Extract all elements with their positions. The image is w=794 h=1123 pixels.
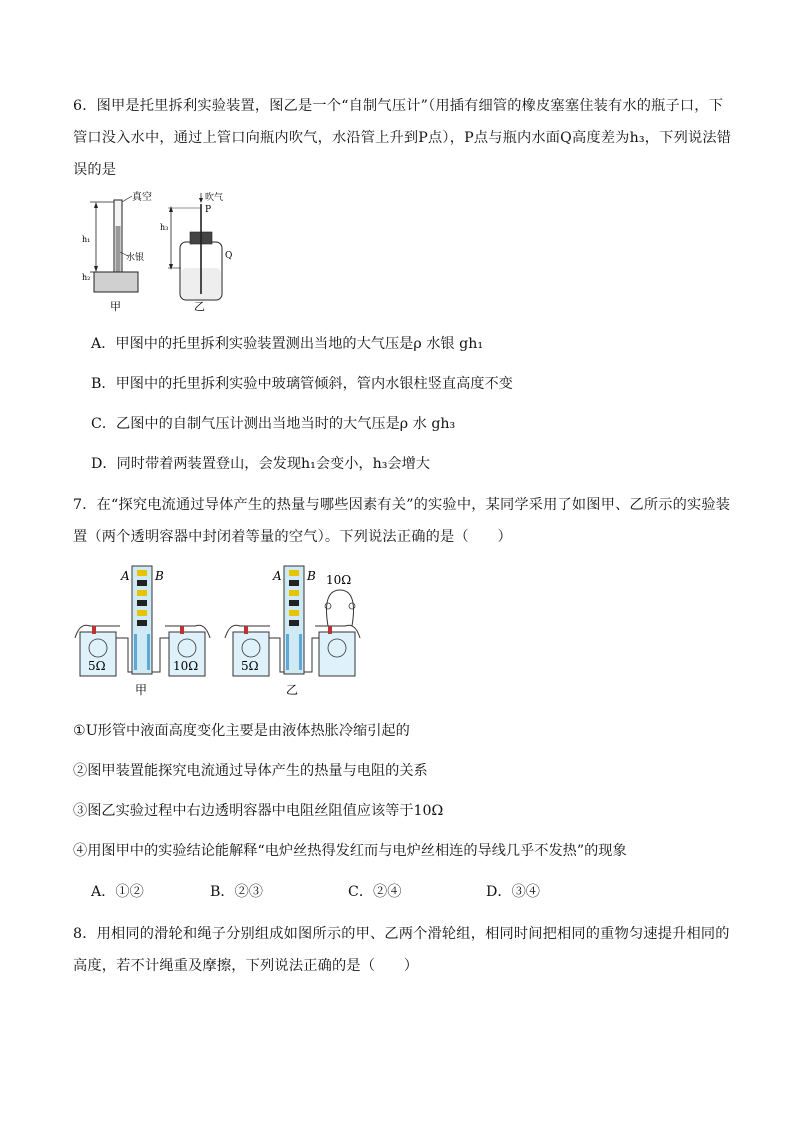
- q7-statement-2: ②图甲装置能探究电流通过导体产生的热量与电阻的关系: [73, 763, 428, 779]
- label-h2: h₂: [82, 273, 91, 282]
- question-7-stem: 7．在“探究电流通过导体产生的热量与哪些因素有关”的实验中，某同学采用了如图甲、乙所示的实验装置（两个透明容器中封闭着等量的空气）。下列说法正确的是（ ）: [73, 497, 731, 545]
- q7-option-c: C．②④: [348, 884, 402, 900]
- label-b-yi: B: [307, 569, 316, 583]
- q6-option-d: D．同时带着两装置登山，会发现h₁会变小，h₃会增大: [91, 456, 430, 472]
- question-7-figure: [70, 560, 370, 700]
- q6-option-c: C．乙图中的自制气压计测出当地当时的大气压是ρ 水 gh₃: [91, 416, 456, 432]
- q6-option-b: B．甲图中的托里拆利实验中玻璃管倾斜，管内水银柱竖直高度不变: [91, 376, 513, 392]
- q7-statement-1: ①U形管中液面高度变化主要是由液体热胀冷缩引起的: [73, 723, 410, 739]
- label-a-yi: A: [273, 569, 282, 583]
- torricelli-apparatus: [90, 196, 138, 292]
- label-jia-6: 甲: [110, 300, 121, 313]
- label-jia-yi-right: 乙: [286, 683, 299, 697]
- label-b-jia: B: [155, 569, 164, 583]
- question-8-stem: 8．用相同的滑轮和绳子分别组成如图所示的甲、乙两个滑轮组，相同时间把相同的重物匀速提升相同的高度，若不计绳重及摩擦，下列说法正确的是（ ）: [73, 926, 730, 974]
- label-jia-7: 甲: [135, 683, 148, 697]
- q7-option-d: D．③④: [486, 884, 540, 900]
- label-blow: 吹气: [205, 193, 224, 203]
- question-6-stem: 6．图甲是托里拆利实验装置，图乙是一个“自制气压计”（用插有细管的橡皮塞塞住装有水的瓶子口，下管口没入水中，通过上管口向瓶内吹气，水沿管上升到P点），P点与瓶内水面Q高度差为h₃，下列说法错误的是: [73, 98, 732, 178]
- label-a-jia: A: [121, 569, 130, 583]
- label-h3: h₃: [160, 223, 169, 232]
- label-p: P: [205, 205, 212, 215]
- homemade-barometer: [168, 193, 222, 300]
- question-6-figure: [80, 190, 250, 315]
- q6-option-a: A．甲图中的托里拆利实验装置测出当地的大气压是ρ 水银 gh₁: [91, 336, 484, 352]
- label-5ohm-yi: 5Ω: [241, 659, 259, 673]
- q7-statement-3: ③图乙实验过程中右边透明容器中电阻丝阻值应该等于10Ω: [73, 803, 444, 819]
- label-5ohm-jia: 5Ω: [88, 659, 106, 673]
- label-vacuum: 真空: [132, 192, 152, 203]
- label-h1: h₁: [82, 235, 91, 244]
- label-mercury: 水银: [126, 253, 145, 263]
- label-10ohm-jia: 10Ω: [173, 659, 199, 673]
- q7-option-b: B．②③: [210, 884, 263, 900]
- label-q: Q: [225, 251, 233, 261]
- label-10ohm-top-yi: 10Ω: [326, 573, 352, 587]
- label-yi-6: 乙: [194, 300, 205, 313]
- q7-statement-4: ④用图甲中的实验结论能解释“电炉丝热得发红而与电炉丝相连的导线几乎不发热”的现象: [73, 843, 627, 859]
- q7-option-a: A．①②: [91, 884, 144, 900]
